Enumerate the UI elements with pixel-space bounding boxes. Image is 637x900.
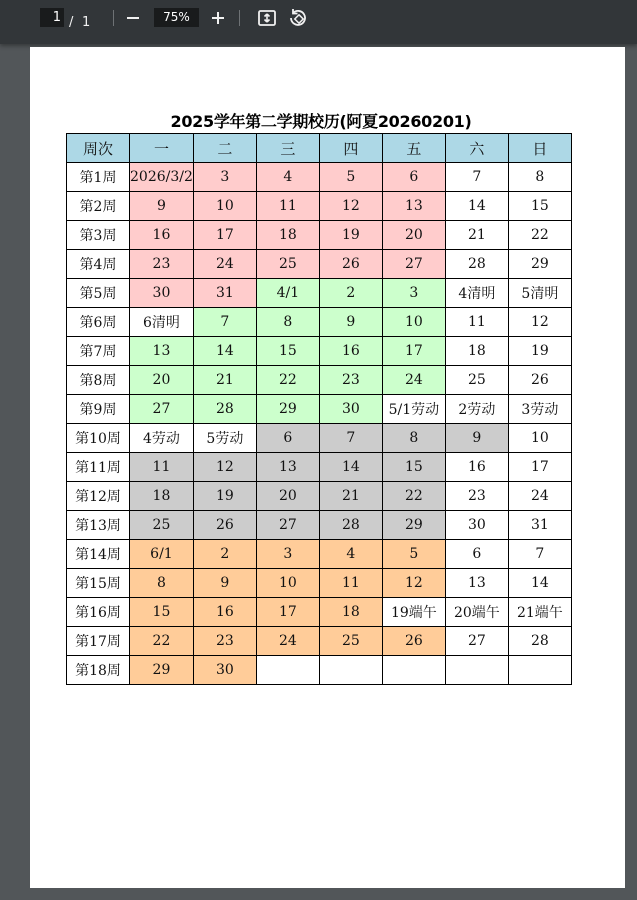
day-cell: 8 [382,424,445,453]
day-cell: 28 [319,511,382,540]
day-cell: 13 [382,192,445,221]
day-cell: 15 [130,598,194,627]
day-cell: 4 [256,163,319,192]
day-cell: 18 [445,337,508,366]
day-cell: 6 [445,540,508,569]
day-cell: 6清明 [130,308,194,337]
toolbar-divider [239,10,240,26]
day-cell: 21 [445,221,508,250]
weekday-header: 日 [508,134,571,163]
weekday-header: 二 [193,134,256,163]
day-cell: 13 [130,337,194,366]
weekday-header: 三 [256,134,319,163]
day-cell: 17 [256,598,319,627]
day-cell: 8 [508,163,571,192]
day-cell: 7 [445,163,508,192]
fit-to-page-button[interactable] [255,6,279,30]
toolbar-divider [113,10,114,26]
weekday-header: 四 [319,134,382,163]
day-cell: 14 [445,192,508,221]
zoom-level-input[interactable]: 75% [154,8,199,27]
day-cell: 26 [193,511,256,540]
day-cell: 23 [319,366,382,395]
day-cell: 14 [319,453,382,482]
day-cell: 22 [508,221,571,250]
day-cell: 18 [256,221,319,250]
day-cell: 2 [193,540,256,569]
week-label: 第10周 [67,424,130,453]
day-cell: 11 [256,192,319,221]
day-cell: 13 [256,453,319,482]
week-row [67,656,572,685]
week-label: 第5周 [67,279,130,308]
zoom-in-button[interactable] [206,6,230,30]
day-cell: 11 [130,453,194,482]
day-cell: 29 [382,511,445,540]
day-cell: 26 [382,627,445,656]
day-cell: 26 [508,366,571,395]
day-cell: 14 [508,569,571,598]
week-row [67,511,572,540]
day-cell: 9 [319,308,382,337]
week-label: 第13周 [67,511,130,540]
pdf-toolbar [0,0,637,44]
week-row [67,482,572,511]
day-cell: 20 [382,221,445,250]
day-cell: 21端午 [508,598,571,627]
week-row [67,163,572,192]
day-cell: 2劳动 [445,395,508,424]
day-cell: 8 [256,308,319,337]
day-cell: 18 [130,482,194,511]
rotate-button[interactable] [286,6,310,30]
week-row [67,221,572,250]
day-cell: 20 [256,482,319,511]
pdf-page [30,47,625,888]
weekday-header: 五 [382,134,445,163]
day-cell: 21 [319,482,382,511]
week-label: 第16周 [67,598,130,627]
day-cell: 5 [382,540,445,569]
day-cell: 9 [445,424,508,453]
day-cell: 17 [193,221,256,250]
day-cell: 25 [319,627,382,656]
week-label: 第15周 [67,569,130,598]
week-label: 第14周 [67,540,130,569]
week-label: 第9周 [67,395,130,424]
zoom-out-button[interactable] [121,6,145,30]
week-label: 第7周 [67,337,130,366]
fit-page-icon [255,6,279,30]
day-cell [508,656,571,685]
day-cell: 26 [319,250,382,279]
day-cell: 31 [508,511,571,540]
day-cell: 11 [445,308,508,337]
week-row [67,598,572,627]
day-cell: 20 [130,366,194,395]
week-row [67,279,572,308]
day-cell: 17 [382,337,445,366]
day-cell: 27 [256,511,319,540]
day-cell: 16 [193,598,256,627]
calendar-title: 2025学年第二学期校历(阿夏20260201) [170,112,472,131]
day-cell: 12 [193,453,256,482]
day-cell: 24 [193,250,256,279]
day-cell: 7 [319,424,382,453]
day-cell: 3 [193,163,256,192]
day-cell: 22 [130,627,194,656]
page-separator: / [69,14,74,30]
day-cell: 18 [319,598,382,627]
day-cell: 17 [508,453,571,482]
day-cell [445,656,508,685]
day-cell: 5清明 [508,279,571,308]
day-cell: 25 [256,250,319,279]
week-column-header: 周次 [67,134,130,163]
day-cell: 14 [193,337,256,366]
week-label: 第17周 [67,627,130,656]
day-cell: 3劳动 [508,395,571,424]
day-cell: 9 [193,569,256,598]
week-row [67,453,572,482]
week-row [67,250,572,279]
week-label: 第8周 [67,366,130,395]
day-cell: 24 [508,482,571,511]
day-cell: 4 [319,540,382,569]
day-cell: 4劳动 [130,424,194,453]
week-row [67,395,572,424]
day-cell [319,656,382,685]
week-label: 第12周 [67,482,130,511]
week-row [67,569,572,598]
day-cell: 27 [382,250,445,279]
day-cell: 4清明 [445,279,508,308]
day-cell: 29 [256,395,319,424]
day-cell: 30 [445,511,508,540]
minus-icon [121,6,145,30]
day-cell: 27 [445,627,508,656]
plus-icon [206,6,230,30]
day-cell: 2026/3/2 [130,163,194,192]
week-row [67,627,572,656]
day-cell: 23 [193,627,256,656]
day-cell: 21 [193,366,256,395]
week-label: 第4周 [67,250,130,279]
day-cell: 24 [382,366,445,395]
day-cell: 6 [382,163,445,192]
day-cell: 30 [130,279,194,308]
day-cell: 29 [130,656,194,685]
day-cell: 23 [445,482,508,511]
week-row [67,424,572,453]
week-label: 第3周 [67,221,130,250]
header-row [67,134,572,163]
week-row [67,308,572,337]
day-cell: 16 [319,337,382,366]
day-cell: 10 [193,192,256,221]
day-cell: 7 [193,308,256,337]
day-cell: 30 [319,395,382,424]
day-cell: 29 [508,250,571,279]
day-cell: 6/1 [130,540,194,569]
week-label: 第6周 [67,308,130,337]
day-cell: 3 [256,540,319,569]
day-cell: 28 [193,395,256,424]
week-label: 第2周 [67,192,130,221]
day-cell: 5/1劳动 [382,395,445,424]
weekday-header: 一 [130,134,194,163]
day-cell: 27 [130,395,194,424]
day-cell: 19端午 [382,598,445,627]
day-cell: 20端午 [445,598,508,627]
day-cell: 5 [319,163,382,192]
day-cell: 8 [130,569,194,598]
day-cell: 31 [193,279,256,308]
day-cell: 2 [319,279,382,308]
week-row [67,366,572,395]
day-cell [382,656,445,685]
day-cell: 6 [256,424,319,453]
day-cell: 16 [130,221,194,250]
day-cell: 25 [445,366,508,395]
day-cell: 19 [319,221,382,250]
day-cell: 16 [445,453,508,482]
week-row [67,192,572,221]
day-cell: 19 [193,482,256,511]
school-calendar-table [66,133,572,685]
day-cell: 15 [256,337,319,366]
day-cell: 3 [382,279,445,308]
day-cell: 10 [382,308,445,337]
day-cell [256,656,319,685]
day-cell: 25 [130,511,194,540]
week-row [67,337,572,366]
day-cell: 28 [508,627,571,656]
week-label: 第11周 [67,453,130,482]
day-cell: 19 [508,337,571,366]
day-cell: 30 [193,656,256,685]
day-cell: 15 [508,192,571,221]
day-cell: 12 [508,308,571,337]
day-cell: 10 [508,424,571,453]
day-cell: 12 [382,569,445,598]
day-cell: 4/1 [256,279,319,308]
day-cell: 5劳动 [193,424,256,453]
page-total: 1 [82,14,91,30]
day-cell: 12 [319,192,382,221]
page-number-input[interactable]: 1 [40,8,64,27]
rotate-icon [286,6,310,30]
day-cell: 15 [382,453,445,482]
day-cell: 22 [256,366,319,395]
day-cell: 24 [256,627,319,656]
day-cell: 22 [382,482,445,511]
day-cell: 7 [508,540,571,569]
day-cell: 9 [130,192,194,221]
week-label: 第1周 [67,163,130,192]
week-row [67,540,572,569]
day-cell: 23 [130,250,194,279]
day-cell: 13 [445,569,508,598]
day-cell: 10 [256,569,319,598]
day-cell: 11 [319,569,382,598]
week-label: 第18周 [67,656,130,685]
weekday-header: 六 [445,134,508,163]
day-cell: 28 [445,250,508,279]
